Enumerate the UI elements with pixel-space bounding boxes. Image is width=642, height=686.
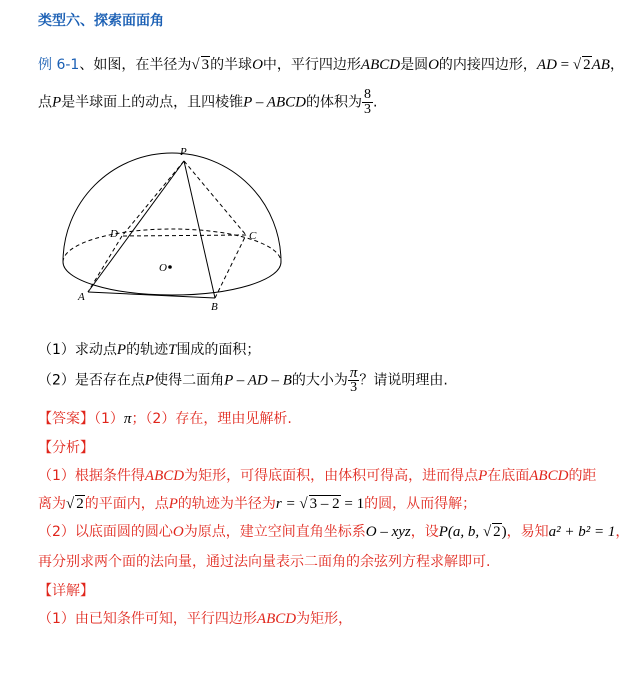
label-D: D bbox=[110, 228, 118, 240]
analysis-line-4: 再分别求两个面的法向量，通过法向量表示二面角的余弦列方程求解即可. bbox=[38, 554, 491, 570]
pi-over-3-fraction: $\frac{\pi}{3}$ bbox=[349, 365, 358, 395]
section-title: 类型六、探索面面角 bbox=[38, 13, 164, 29]
analysis-line-2: 离为√ 2的平面内，点P的轨迹为半径为r = √ 3 – 2 = 1的圆，从而得解； bbox=[38, 496, 477, 512]
example-line-2: 点P是半球面上的动点，且四棱锥P – ABCD的体积为 $\frac{8}{3}$ . bbox=[38, 87, 378, 117]
edge-DA bbox=[88, 236, 122, 292]
edge-AB bbox=[88, 292, 215, 298]
hemisphere-arc bbox=[63, 153, 281, 262]
analysis-tag: 【分析】 bbox=[38, 440, 94, 456]
edge-PA bbox=[88, 161, 184, 292]
label-O: O bbox=[159, 262, 167, 274]
edge-CD bbox=[122, 235, 246, 236]
answer-line: 【答案】（1）π；（2）存在，理由见解析. bbox=[38, 411, 292, 427]
label-A: A bbox=[78, 291, 85, 303]
center-dot bbox=[168, 265, 172, 269]
question-2: （2）是否存在点P使得二面角P – AD – B的大小为 $\frac{\pi}{3}$ ？请说明理由. bbox=[38, 365, 448, 395]
volume-fraction: $\frac{8}{3}$ bbox=[363, 87, 371, 117]
edge-PC bbox=[184, 161, 246, 235]
detail-tag: 【详解】 bbox=[38, 583, 94, 599]
label-C: C bbox=[249, 230, 257, 242]
sqrt-2: √ 2 bbox=[572, 57, 591, 73]
sqrt-3: √ 3 bbox=[191, 57, 210, 73]
example-label: 例 6-1 bbox=[38, 57, 80, 73]
edge-PD bbox=[122, 161, 184, 236]
example-line-1: 例 6-1、如图，在半径为√ 3的半球O中，平行四边形ABCD是圆O的内接四边形，AD = √ 2AB， bbox=[38, 57, 624, 73]
question-1: （1）求动点P的轨迹T围成的面积； bbox=[38, 342, 261, 358]
hemisphere-figure bbox=[50, 140, 290, 315]
edge-BC bbox=[215, 235, 246, 298]
label-P: P bbox=[180, 146, 187, 158]
analysis-line-3: （2）以底面圆的圆心O为原点，建立空间直角坐标系O – xyz，设P(a, b, √ 2)，易知a² + b² = 1， bbox=[38, 524, 630, 540]
label-B: B bbox=[211, 301, 218, 313]
answer-tag: 【答案】 bbox=[38, 411, 94, 427]
detail-line-1: （1）由已知条件可知，平行四边形ABCD为矩形， bbox=[38, 611, 353, 627]
analysis-line-1: （1）根据条件得ABCD为矩形，可得底面积，由体积可得高，进而得点P在底面ABCD的距 bbox=[38, 468, 597, 484]
